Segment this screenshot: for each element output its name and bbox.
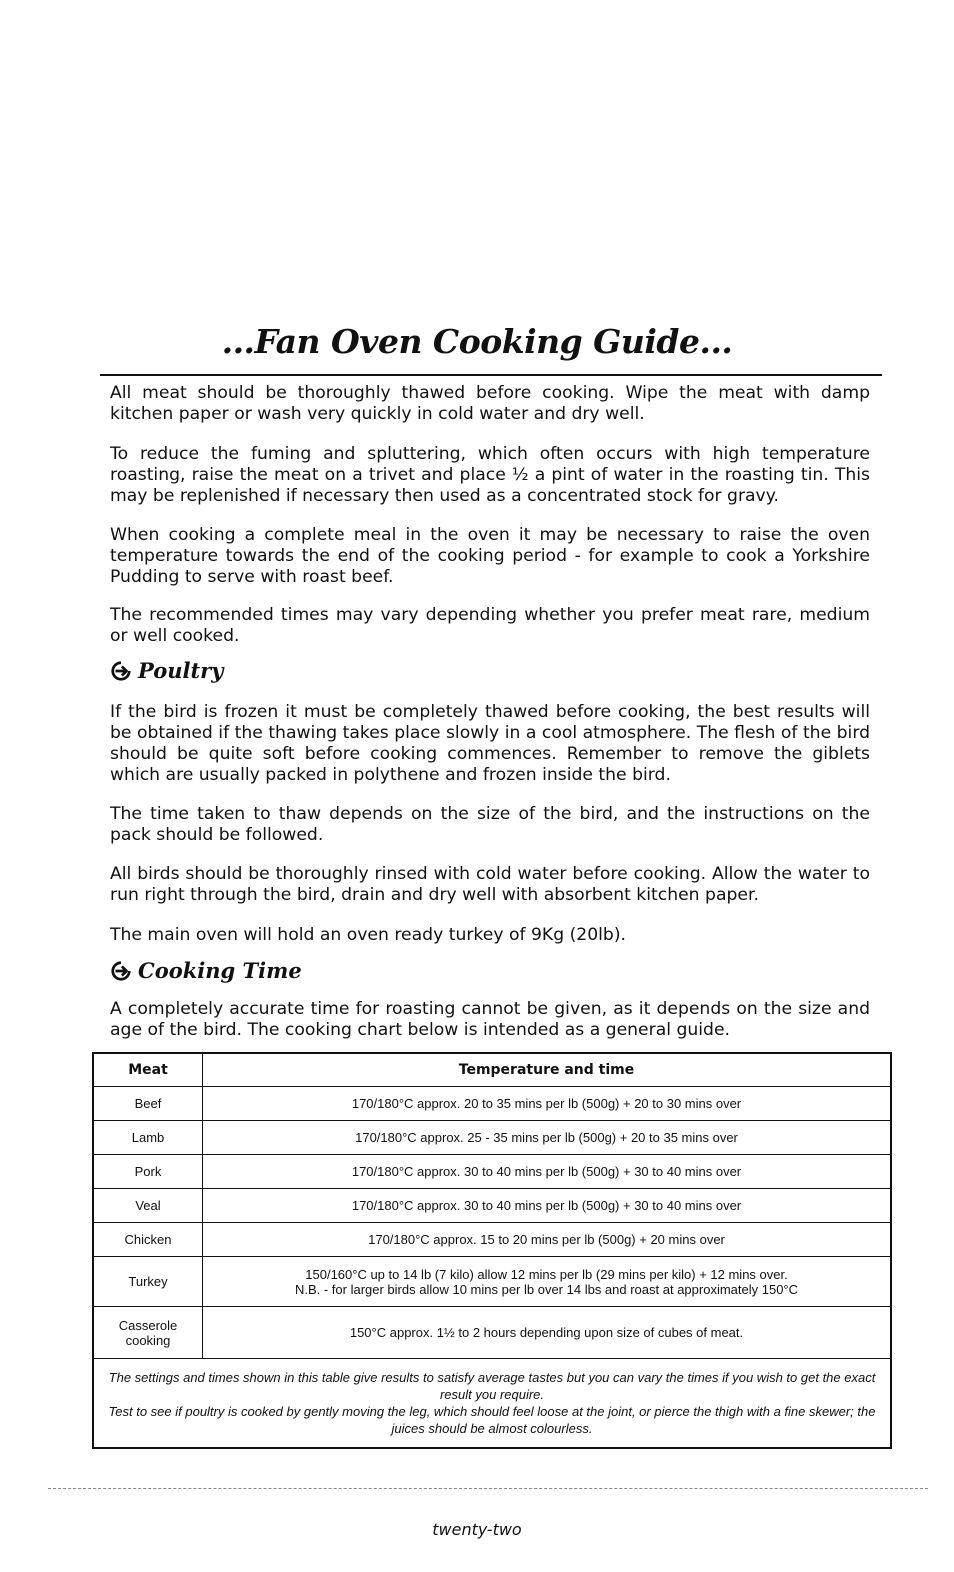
table-header-row <box>93 1053 891 1087</box>
footer-rule <box>48 1488 928 1489</box>
header-meat: Meat <box>93 1053 203 1087</box>
poultry-paragraph-3: All birds should be thoroughly rinsed with cold water before cooking. Allow the water to run right through the bird, drain and dry well with absorbent kitchen paper. <box>110 864 870 905</box>
meat-cell: Lamb <box>93 1121 203 1155</box>
time-cell <box>203 1257 892 1307</box>
intro-paragraph-3: When cooking a complete meal in the oven it may be necessary to raise the oven temperature towards the end of the cooking period - for example to cook a Yorkshire Pudding to serve with roast beef. <box>110 525 870 587</box>
table-row <box>93 1307 891 1359</box>
title-rule <box>100 374 882 376</box>
time-cell: 150°C approx. 1½ to 2 hours depending upon size of cubes of meat. <box>203 1307 892 1359</box>
table-note-2: Test to see if poultry is cooked by gently moving the leg, which should feel loose at the joint, or pierce the thigh with a fine skewer; the juices should be almost colourless. <box>108 1404 876 1436</box>
intro-paragraph-4: The recommended times may vary depending whether you prefer meat rare, medium or well cooked. <box>110 605 870 646</box>
arrow-bullet-icon <box>110 660 132 682</box>
time-cell: 170/180°C approx. 30 to 40 mins per lb (500g) + 30 to 40 mins over <box>203 1189 892 1223</box>
meat-cell: Chicken <box>93 1223 203 1257</box>
poultry-paragraph-4: The main oven will hold an oven ready turkey of 9Kg (20lb). <box>110 925 626 945</box>
table-row <box>93 1223 891 1257</box>
time-cell: 170/180°C approx. 15 to 20 mins per lb (500g) + 20 mins over <box>203 1223 892 1257</box>
table-row <box>93 1257 891 1307</box>
meat-cell: Veal <box>93 1189 203 1223</box>
time-cell: 170/180°C approx. 30 to 40 mins per lb (500g) + 30 to 40 mins over <box>203 1155 892 1189</box>
intro-paragraph-1: All meat should be thoroughly thawed before cooking. Wipe the meat with damp kitchen paper or wash very quickly in cold water and dry well. <box>110 383 870 424</box>
cooking-chart-table <box>92 1052 892 1449</box>
poultry-paragraph-2: The time taken to thaw depends on the size of the bird, and the instructions on the pack should be followed. <box>110 804 870 845</box>
time-line-2: N.B. - for larger birds allow 10 mins per lb over 14 lbs and roast at approximately 150°C <box>294 1281 799 1297</box>
cooking-time-heading-text: Cooking Time <box>138 958 302 983</box>
table-note-1: The settings and times shown in this table give results to satisfy average tastes but you can vary the times if you wish to get the exact result you require. <box>108 1370 876 1402</box>
poultry-heading-text: Poultry <box>138 658 224 683</box>
poultry-paragraph-1: If the bird is frozen it must be completely thawed before cooking, the best results will be obtained if the thawing takes place slowly in a cool atmosphere. The flesh of the bird should be quite soft before cooking commences. Remember to remove the giblets which are usually packed in polythene and frozen inside the bird. <box>110 702 870 785</box>
header-temperature: Temperature and time <box>203 1053 892 1087</box>
table-row <box>93 1155 891 1189</box>
meat-cell: Turkey <box>93 1257 203 1307</box>
cooking-time-paragraph: A completely accurate time for roasting cannot be given, as it depends on the size and age of the bird. The cooking chart below is intended as a general guide. <box>110 999 870 1040</box>
page-number: twenty-two <box>432 1520 522 1539</box>
meat-cell: Beef <box>93 1087 203 1121</box>
table-row <box>93 1121 891 1155</box>
time-line-1: 150/160°C up to 14 lb (7 kilo) allow 12 mins per lb (29 mins per kilo) + 12 mins over. <box>305 1266 788 1282</box>
meat-cell: Pork <box>93 1155 203 1189</box>
time-cell: 170/180°C approx. 20 to 35 mins per lb (500g) + 20 to 30 mins over <box>203 1087 892 1121</box>
table-row <box>93 1189 891 1223</box>
table-row <box>93 1087 891 1121</box>
arrow-bullet-icon <box>110 960 132 982</box>
intro-paragraph-2: To reduce the fuming and spluttering, which often occurs with high temperature roasting, raise the meat on a trivet and place ½ a pint of water in the roasting tin. This may be replenished if necessary then used as a concentrated stock for gravy. <box>110 444 870 506</box>
cooking-time-heading <box>110 958 302 983</box>
poultry-heading <box>110 658 223 683</box>
table-notes-row <box>93 1359 891 1449</box>
table-notes <box>93 1359 891 1449</box>
page-title: ...Fan Oven Cooking Guide... <box>221 322 733 361</box>
time-cell: 170/180°C approx. 25 - 35 mins per lb (500g) + 20 to 35 mins over <box>203 1121 892 1155</box>
meat-cell: Casserole cooking <box>93 1307 203 1359</box>
